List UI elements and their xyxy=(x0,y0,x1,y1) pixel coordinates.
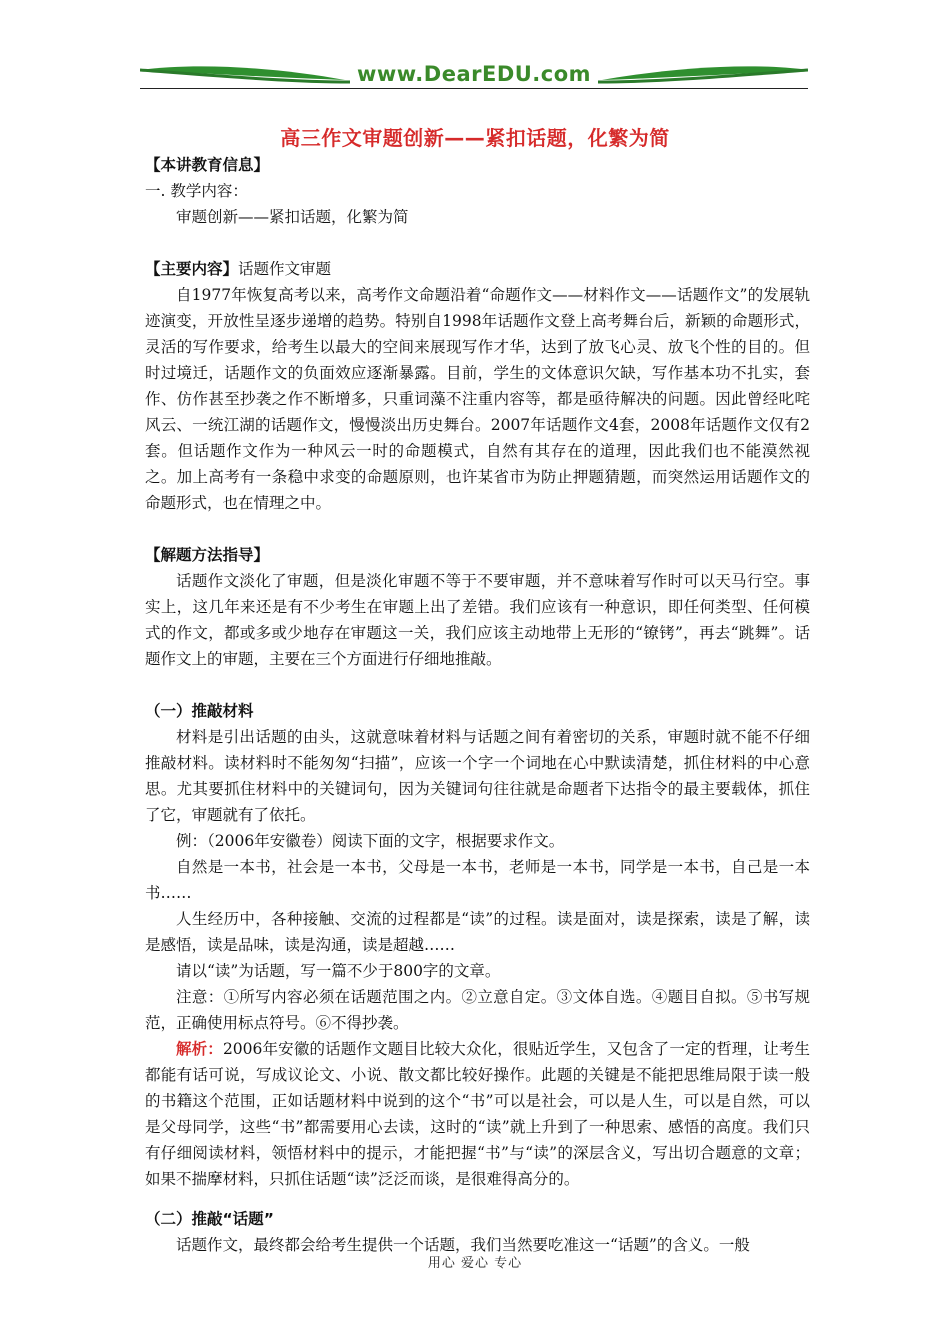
sub2-paragraph: 话题作文，最终都会给考生提供一个话题，我们当然要吃准这一“话题”的含义。一般 xyxy=(176,1236,750,1254)
analysis-label: 解析： xyxy=(176,1039,223,1058)
main-heading-tail: 话题作文审题 xyxy=(238,260,332,278)
method-heading: 【解题方法指导】 xyxy=(145,546,270,564)
header-rule xyxy=(140,88,808,89)
teach-content: 审题创新——紧扣话题，化繁为简 xyxy=(176,208,409,226)
example-paragraph-2: 人生经历中，各种接触、交流的过程都是“读”的过程。读是面对，读是探索，读是了解，读是感悟，读是品味，读是沟通，读是超越…… xyxy=(145,910,810,954)
example-line: 例：（2006年安徽卷）阅读下面的文字，根据要求作文。 xyxy=(176,832,565,850)
analysis-text: 2006年安徽的话题作文题目比较大众化，很贴近学生，又包含了一定的哲理，让考生都能有话可说，写成议论文、小说、散文都比较好操作。此题的关键是不能把思维局限于读一般的书籍这个范围，正如话题材料中说到的这个“书”可以是社会，可以是人生，可以是自然，可以是父母同学，这些“书”都需要用心去读，这时的“读”就上升到了一种思索、感悟的高度。我们只有仔细阅读材料，领悟材料中的提示，才能把握“书”与“读”的深层含义，写出切合题意的文章；如果不揣摩材料，只抓住话题“读”泛泛而谈，是很难得高分的。 xyxy=(145,1040,810,1188)
page-title: 高三作文审题创新——紧扣话题，化繁为简 xyxy=(280,126,670,150)
example-paragraph-4: 注意：①所写内容必须在话题范围之内。②立意自定。③文体自选。④题目自拟。⑤书写规范，正确使用标点符号。⑥不得抄袭。 xyxy=(145,988,810,1032)
sub2-heading: （二）推敲“话题” xyxy=(145,1210,274,1228)
main-paragraph: 自1977年恢复高考以来，高考作文命题沿着“命题作文——材料作文——话题作文”的发展轨迹演变，开放性呈逐步递增的趋势。特别自1998年话题作文登上高考舞台后，新颖的命题形式，灵活的写作要求，给考生以最大的空间来展现写作才华，达到了放飞心灵、放飞个性的目的。但时过境迁，话题作文的负面效应逐渐暴露。目前，学生的文体意识欠缺，写作基本功不扎实，套作、仿作甚至抄袭之作不断增多，只重词藻不注重内容等，都是亟待解决的问题。因此曾经叱咤风云、一统江湖的话题作文，慢慢淡出历史舞台。2007年话题作文4套，2008年话题作文仅有2套。但话题作文作为一种风云一时的命题模式，自然有其存在的道理，因此我们也不能漠然视之。加上高考有一条稳中求变的命题原则，也许某省市为防止押题猜题，而突然运用话题作文的命题形式，也在情理之中。 xyxy=(145,286,810,512)
sub1-paragraph: 材料是引出话题的由头，这就意味着材料与话题之间有着密切的关系，审题时就不能不仔细推敲材料。读材料时不能匆匆“扫描”，应该一个字一个词地在心中默读清楚，抓住材料的中心意思。尤其要抓住材料中的关键词句，因为关键词句往往就是命题者下达指令的最主要载体，抓住了它，审题就有了依托。 xyxy=(145,728,810,824)
method-paragraph: 话题作文淡化了审题，但是淡化审题不等于不要审题，并不意味着写作时可以天马行空。事实上，这几年来还是有不少考生在审题上出了差错。我们应该有一种意识，即任何类型、任何模式的作文，都或多或少地存在审题这一关，我们应该主动地带上无形的“镣铐”，再去“跳舞”。话题作文上的审题，主要在三个方面进行仔细地推敲。 xyxy=(145,572,810,668)
sub1-heading: （一）推敲材料 xyxy=(145,702,254,720)
main-heading: 【主要内容】 xyxy=(145,260,239,278)
example-paragraph-1: 自然是一本书，社会是一本书，父母是一本书，老师是一本书，同学是一本书，自己是一本书…… xyxy=(145,858,810,902)
site-url: www.DearEDU.com xyxy=(356,62,592,86)
info-heading: 【本讲教育信息】 xyxy=(145,156,270,174)
analysis-paragraph xyxy=(145,1036,810,1192)
page-footer: 用心 爱心 专心 xyxy=(427,1256,523,1271)
example-paragraph-3: 请以“读”为话题，写一篇不少于800字的文章。 xyxy=(176,962,501,980)
main-heading-line xyxy=(145,256,810,282)
teach-label: 一. 教学内容： xyxy=(145,182,248,200)
document-body xyxy=(145,152,810,1258)
